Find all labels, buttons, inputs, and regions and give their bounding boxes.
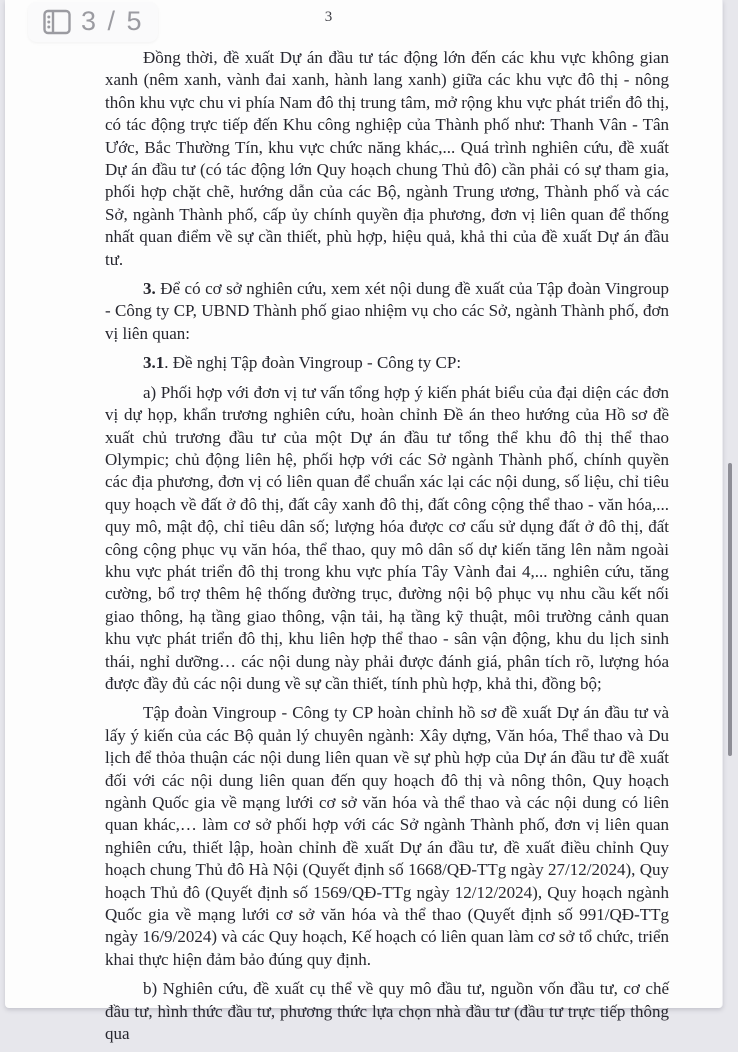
paragraph bbox=[105, 352, 669, 374]
paragraph bbox=[105, 382, 669, 696]
vertical-scrollbar-thumb[interactable] bbox=[728, 463, 732, 756]
document-page bbox=[5, 0, 723, 1044]
paragraph bbox=[105, 702, 669, 971]
paragraph-text: b) Nghiên cứu, đề xuất cụ thể về quy mô đầu tư, nguồn vốn đầu tư, cơ chế đầu tư, hình thức đầu tư, phương thức lựa chọn nhà đầu tư (đầu tư trực tiếp thông qua bbox=[105, 979, 669, 1044]
paragraph-text: a) Phối hợp với đơn vị tư vấn tổng hợp ý kiến phát biểu của đại diện các đơn vị dự họp, khẩn trương nghiên cứu, hoàn chỉnh Đề án theo hướng của Hồ sơ đề xuất chủ trương đầu tư của một Dự án đầu tư tổng thể khu đô thị thể thao Olympic; chủ động liên hệ, phối hợp với các Sở ngành Thành phố, chính quyền các địa phương, đơn vị có liên quan để chuẩn xác lại các nội dung, số liệu, chỉ tiêu quy hoạch về đất ở đô thị, đất cây xanh đô thị, đất công cộng thể thao - văn hóa,... quy mô, mật độ, chỉ tiêu dân số; lượng hóa được cơ cấu sử dụng đất ở đô thị, đất công cộng phục vụ văn hóa, thể thao, quy mô dân số dự kiến tăng lên nằm ngoài khu vực phát triển đô thị trong khu vực phía Tây Vành đai 4,... nghiên cứu, tăng cường, bổ trợ thêm hệ thống đường trục, đường nội bộ phục vụ nhu cầu kết nối giao thông, hạ tầng giao thông, vận tải, hạ tầng kỹ thuật, môi trường cảnh quan khu vực phát triển đô thị, khu liên hợp thể thao - sân vận động, khu du lịch sinh thái, nghỉ dưỡng… các nội dung này phải được đánh giá, phân tích rõ, lượng hóa được đầy đủ các nội dung về sự cần thiết, tính phù hợp, khả thi, đồng bộ; bbox=[105, 382, 669, 693]
paragraph-lead: 3.1 bbox=[143, 353, 165, 373]
pages-icon bbox=[42, 7, 72, 37]
paragraph bbox=[105, 978, 669, 1045]
paragraph bbox=[105, 278, 669, 345]
page-indicator-badge[interactable] bbox=[28, 2, 158, 42]
document-page-number: 3 bbox=[324, 9, 333, 25]
paragraph-text: Đồng thời, đề xuất Dự án đầu tư tác động lớn đến các khu vực không gian xanh (nêm xanh, vành đai xanh, hành lang xanh) giữa các khu vực đô thị - nông thôn khu vực chu vi phía Nam đô thị trung tâm, mở rộng khu vực phát triển đô thị, có tác động trực tiếp đến Khu công nghiệp của Thành phố như: Thanh Vân - Tân Ước, Bắc Thường Tín, khu vực chức năng khác,... Quá trình nghiên cứu, đề xuất Dự án đầu tư (có tác động lớn Quy hoạch chung Thủ đô) cần phải có sự tham gia, phối hợp chặt chẽ, hướng dẫn của các Bộ, ngành Trung ương, Thành phố và các Sở, ngành Thành phố, cấp ủy chính quyền địa phương, đơn vị liên quan để thống nhất quan điểm về sự cần thiết, phù hợp, hiệu quả, khả thi của đề xuất Dự án đầu tư. bbox=[105, 48, 669, 269]
page-indicator-label: 3 / 5 bbox=[81, 5, 144, 36]
document-body bbox=[105, 47, 669, 1052]
paragraph-lead: 3. bbox=[143, 279, 156, 299]
paragraph-text: . Đề nghị Tập đoàn Vingroup - Công ty CP: bbox=[164, 353, 462, 373]
paragraph-text: Tập đoàn Vingroup - Công ty CP hoàn chỉnh hồ sơ đề xuất Dự án đầu tư và lấy ý kiến của các Bộ quản lý chuyên ngành: Xây dựng, Văn hóa, Thể thao và Du lịch để thỏa thuận các nội dung liên quan về sự phù hợp của Dự án đầu tư đề xuất đối với các nội dung liên quan đến quy hoạch đô thị và nông thôn, Quy hoạch ngành Quốc gia về mạng lưới cơ sở văn hóa và thể thao và các nội dung có liên quan khác,… làm cơ sở phối hợp với các Sở ngành Thành phố, đơn vị liên quan nghiên cứu, thiết lập, hoàn chỉnh đề xuất Dự án đầu tư, đề xuất điều chỉnh Quy hoạch chung Thủ đô Hà Nội (Quyết định số 1668/QĐ-TTg ngày 27/12/2024), Quy hoạch Thủ đô (Quyết định số 1569/QĐ-TTg ngày 12/12/2024), Quy hoạch ngành Quốc gia về mạng lưới cơ sở văn hóa và thể thao (Quyết định số 991/QĐ-TTg ngày 16/9/2024) và các Quy hoạch, Kế hoạch có liên quan làm cơ sở tổ chức, triển khai thực hiện đảm bảo đúng quy định. bbox=[105, 703, 669, 969]
paragraph-text: Để có cơ sở nghiên cứu, xem xét nội dung đề xuất của Tập đoàn Vingroup - Công ty CP, UBND Thành phố giao nhiệm vụ cho các Sở, ngành Thành phố, đơn vị liên quan: bbox=[105, 279, 669, 343]
paragraph bbox=[105, 47, 669, 271]
